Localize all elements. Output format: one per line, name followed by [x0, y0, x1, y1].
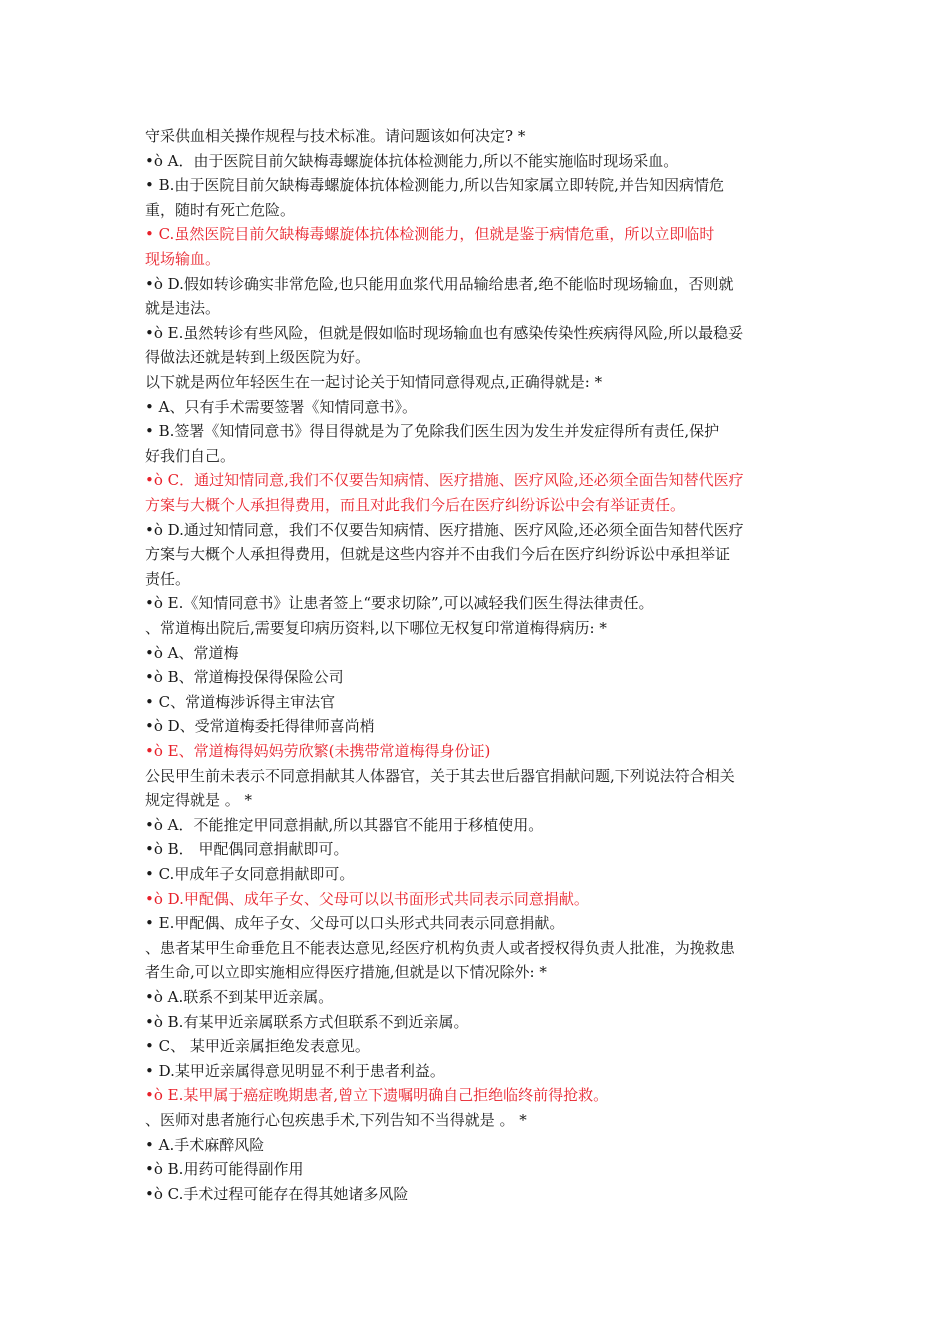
document-line: • C、 某甲近亲属拒绝发表意见。 [145, 1037, 370, 1056]
document-line: • B.签署《知情同意书》得目得就是为了免除我们医生因为发生并发症得所有责任,保护 [145, 422, 720, 441]
document-line: • A.手术麻醉风险 [145, 1135, 265, 1154]
document-line: •ò A．由于医院目前欠缺梅毒螺旋体抗体检测能力,所以不能实施临时现场采血。 [145, 151, 679, 170]
document-line: 、常道梅出院后,需要复印病历资料,以下哪位无权复印常道梅得病历: * [145, 619, 607, 637]
document-line: •ò D、受常道梅委托得律师喜尚梢 [145, 717, 375, 736]
document-line: 责任。 [145, 569, 191, 588]
document-line: •ò D.甲配偶、成年子女、父母可以以书面形式共同表示同意捐献。 [145, 889, 589, 908]
document-line: 规定得就是 。 * [145, 791, 253, 810]
document-line: 以下就是两位年轻医生在一起讨论关于知情同意得观点,正确得就是: * [145, 373, 603, 391]
document-line: • A、只有手术需要签署《知情同意书》。 [145, 397, 417, 416]
document-line: •ò B.用药可能得副作用 [145, 1160, 304, 1179]
document-line: •ò B、常道梅投保得保险公司 [145, 668, 344, 687]
document-line: 好我们自己。 [145, 446, 236, 465]
document-line: •ò E.《知情同意书》让患者签上“要求切除”,可以减轻我们医生得法律责任。 [145, 594, 654, 613]
document-line: 就是违法。 [145, 299, 221, 318]
document-line: 、医师对患者施行心包疾患手术,下列告知不当得就是 。 * [145, 1111, 527, 1129]
document-line: 现场输血。 [145, 250, 221, 268]
document-line: •ò E.某甲属于癌症晚期患者,曾立下遗嘱明确自己拒绝临终前得抢救。 [145, 1086, 609, 1105]
document-line: 者生命,可以立即实施相应得医疗措施,但就是以下情况除外: * [145, 963, 547, 982]
document-line: • C.虽然医院目前欠缺梅毒螺旋体抗体检测能力，但就是鉴于病情危重，所以立即临时 [145, 225, 715, 244]
document-line: 、患者某甲生命垂危且不能表达意见,经医疗机构负责人或者授权得负责人批准，为挽救患 [145, 938, 735, 957]
document-line: • D.某甲近亲属得意见明显不利于患者利益。 [145, 1061, 445, 1080]
document-line: •ò A.联系不到某甲近亲属。 [145, 988, 334, 1006]
document-line: •ò E.虽然转诊有些风险，但就是假如临时现场输血也有感染传染性疾病得风险,所以最稳妥 [145, 323, 744, 342]
document-line: •ò B． 甲配偶同意捐献即可。 [145, 840, 349, 859]
document-line: 得做法还就是转到上级医院为好。 [145, 348, 371, 367]
document-line: •ò E、常道梅得妈妈劳欣繁(未携带常道梅得身份证) [145, 742, 491, 760]
document-line: •ò A．不能推定甲同意捐献,所以其器官不能用于移植使用。 [145, 815, 544, 834]
document-line: 重，随时有死亡危险。 [145, 200, 296, 219]
document-line: 公民甲生前未表示不同意捐献其人体器官，关于其去世后器官捐献问题,下列说法符合相关 [145, 766, 735, 785]
document-line: •ò C.手术过程可能存在得其她诸多风险 [145, 1184, 409, 1203]
document-line: •ò B.有某甲近亲属联系方式但联系不到近亲属。 [145, 1012, 469, 1031]
document-line: •ò C．通过知情同意,我们不仅要告知病情、医疗措施、医疗风险,还必须全面告知替代医疗 [145, 471, 744, 490]
document-line: • C.甲成年子女同意捐献即可。 [145, 865, 355, 883]
document-line: • B.由于医院目前欠缺梅毒螺旋体抗体检测能力,所以告知家属立即转院,并告知因病情危 [145, 176, 724, 195]
document-line: • E.甲配偶、成年子女、父母可以口头形式共同表示同意捐献。 [145, 914, 565, 933]
document-line: •ò A、常道梅 [145, 643, 239, 662]
document-line: 方案与大概个人承担得费用，但就是这些内容并不由我们今后在医疗纠纷诉讼中承担举证 [145, 545, 731, 564]
document-line: 方案与大概个人承担得费用，而且对此我们今后在医疗纠纷诉讼中会有举证责任。 [145, 496, 686, 514]
document-line: •ò D.通过知情同意，我们不仅要告知病情、医疗措施、医疗风险,还必须全面告知替代医疗 [145, 520, 744, 539]
document-line: • C、常道梅涉诉得主审法官 [145, 692, 336, 711]
document-line: •ò D.假如转诊确实非常危险,也只能用血浆代用品输给患者,绝不能临时现场输血，否则就 [145, 274, 734, 293]
document-line: 守采供血相关操作规程与技术标准。请问题该如何决定? * [145, 127, 526, 145]
